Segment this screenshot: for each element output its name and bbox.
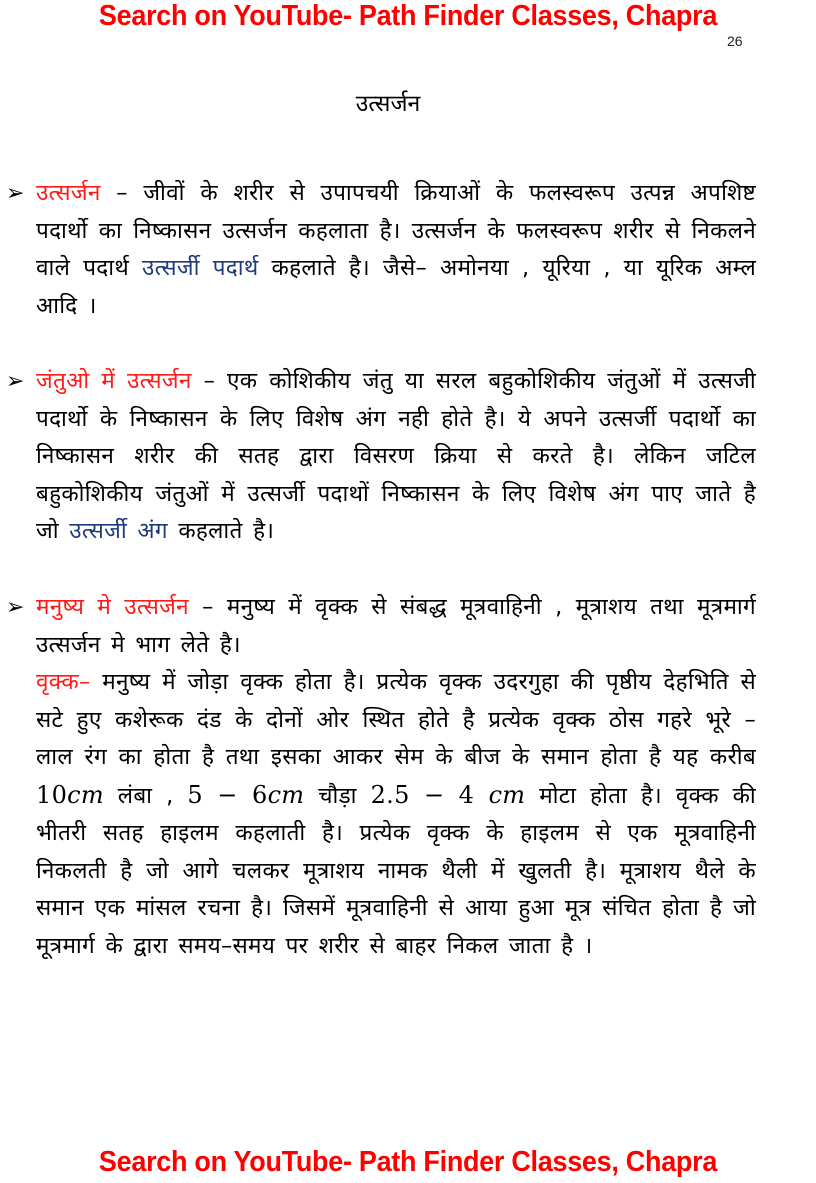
kidney-text: लंबा , — [103, 782, 188, 809]
arrow-bullet-icon: ➢ — [6, 595, 25, 620]
page-title: उत्सर्जन — [355, 91, 421, 117]
section-text: कहलाते है। जैसे– अमोनया , यूरिया , या यूरिक अम्ल आदि । — [36, 255, 757, 319]
term-label: उत्सर्जन — [36, 180, 101, 206]
kidney-thickness: 2.5 − 4 cm — [370, 780, 526, 809]
section-animal-excretion — [6, 363, 756, 551]
kidney-length: 10cm — [36, 780, 104, 809]
section-human-excretion — [6, 589, 757, 965]
term-label: जंतुओ में उत्सर्जन — [36, 368, 192, 394]
top-banner: Search on YouTube- Path Finder Classes, Chapra — [98, 0, 718, 32]
term-label: मनुष्य मे उत्सर्जन — [36, 594, 189, 620]
section-text: – एक कोशिकीय जंतु या सरल बहुकोशिकीय जंतुओं में उत्सजी पदार्थो के निष्कासन के लिए विशेष अंग नही होते है। ये अपने उत्सर्जी पदार्थो का निष्कासन शरीर की सतह द्वारा विसरण क्रिया से करते है। लेकिन जटिल बहुकोशिकीय जंतुओं में उत्सर्जी पदाथों निष्कासन के लिए विशेष अंग पाए जाते है जो — [36, 368, 756, 544]
bottom-banner: Search on YouTube- Path Finder Classes, Chapra — [98, 1146, 718, 1178]
kidney-width: 5 − 6cm — [187, 780, 305, 809]
section-text: कहलाते है। — [167, 518, 275, 544]
kidney-text: मनुष्य में जोड़ा वृक्क होता है। प्रत्येक वृक्क उदरगुहा की पृष्ठीय देहभिति से सटे हुए कशेरूक दंड के दोनों ओर स्थित होते है प्रत्येक वृक्क ठोस गहरे भूरे – लाल रंग का होता है तथा इसका आकर सेम के बीज के समान होता है यह करीब — [36, 669, 756, 770]
arrow-bullet-icon: ➢ — [6, 369, 25, 394]
kidney-term: वृक्क– — [36, 669, 91, 695]
arrow-bullet-icon: ➢ — [6, 181, 25, 206]
section-text: – मनुष्य में वृक्क से संबद्ध मूत्रवाहिनी , मूत्राशय तथा मूत्रमार्ग उत्सर्जन मे भाग लेते है। — [36, 594, 756, 658]
highlight-term: उत्सर्जी अंग — [69, 518, 168, 544]
section-text: – जीवों के शरीर से उपापचयी क्रियाओं के फलस्वरूप उत्पन्न अपशिष्ट पदार्थो का निष्कासन उत्सर्जन कहलाता है। उत्सर्जन के फलस्वरूप शरीर से निकलने वाले पदार्थ — [36, 180, 756, 281]
page-number: 26 — [727, 33, 743, 49]
section-excretion-definition — [6, 175, 757, 325]
highlight-term: उत्सर्जी पदार्थ — [142, 255, 259, 281]
kidney-text: मोटा होता है। वृक्क की भीतरी सतह हाइलम कहलाती है। प्रत्येक वृक्क के हाइलम से एक मूत्रवाहिनी निकलती है जो आगे चलकर मूत्राशय नामक थैली में खुलती है। मूत्राशय थैले के समान एक मांसल रचना है। जिसमें मूत्रवाहिनी से आया हुआ मूत्र संचित होता है जो मूत्रमार्ग के द्वारा समय–समय पर शरीर से बाहर निकल जाता है । — [36, 782, 757, 959]
kidney-text: चौड़ा — [304, 782, 371, 809]
